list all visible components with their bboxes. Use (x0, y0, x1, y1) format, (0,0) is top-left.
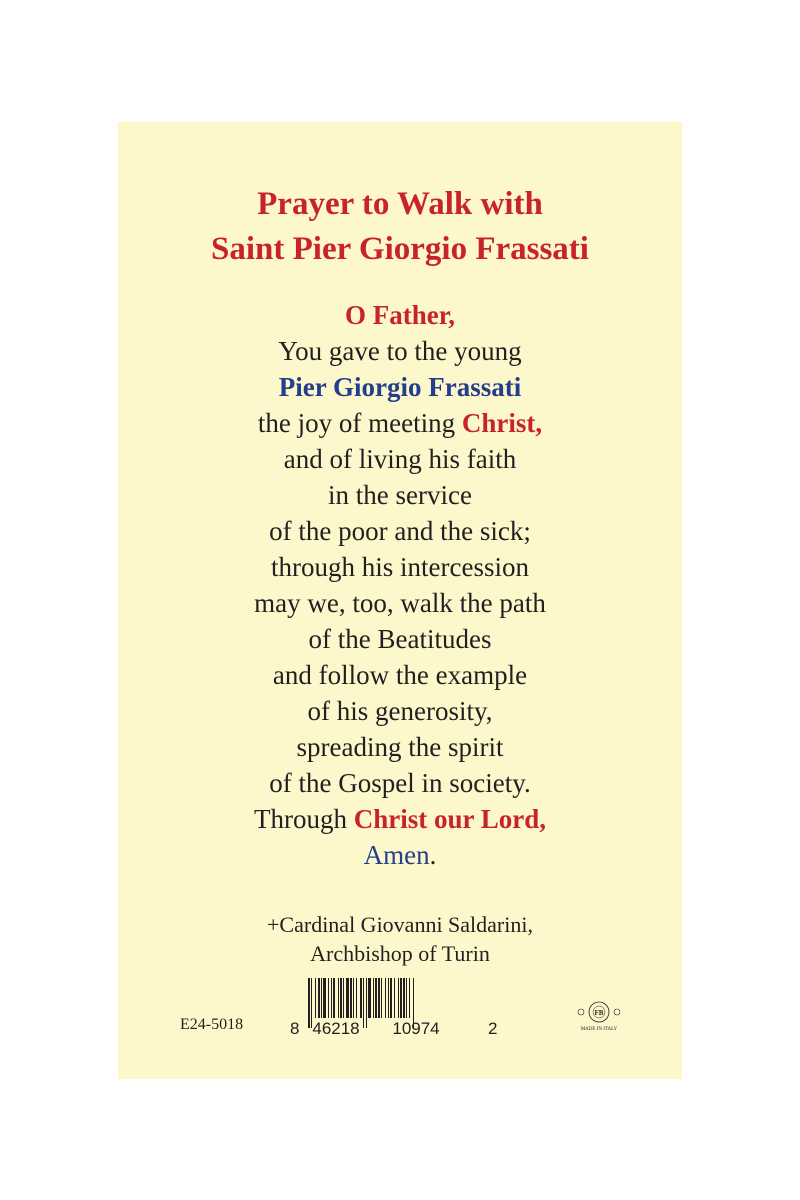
barcode-graphic (288, 978, 508, 1036)
title-line-2: Saint Pier Giorgio Frassati (211, 231, 589, 267)
prayer-line (118, 405, 682, 441)
barcode-bar (315, 978, 316, 1018)
barcode-bar (318, 978, 320, 1018)
barcode-bar (350, 978, 352, 1018)
barcode-bar (378, 978, 380, 1018)
prayer-line-highlight: Christ our Lord, (353, 804, 546, 834)
barcode-bar (363, 978, 364, 1028)
prayer-line: You gave to the young (278, 336, 522, 366)
registered-icon (614, 1009, 620, 1015)
prayer-line (118, 837, 682, 873)
prayer-line (118, 801, 682, 837)
barcode-bar (409, 978, 410, 1018)
prayer-line: spreading the spirit (296, 732, 504, 762)
barcode-digit: 2 (488, 1019, 498, 1036)
barcode-bar (375, 978, 377, 1018)
signature-name: +Cardinal Giovanni Saldarini, (267, 912, 533, 937)
barcode-bar (406, 978, 407, 1018)
barcode-bar (366, 978, 367, 1028)
barcode-bar (373, 978, 374, 1018)
prayer-line: and of living his faith (283, 444, 517, 474)
barcode-bar (368, 978, 371, 1018)
publisher-logo (574, 992, 624, 1042)
made-in-italy: MADE IN ITALY (580, 1027, 618, 1032)
barcode-bar (333, 978, 335, 1018)
barcode-digits: 46218 (312, 1019, 360, 1036)
prayer-line: of the Beatitudes (308, 624, 492, 654)
barcode-bar (353, 978, 354, 1018)
barcode-bar (388, 978, 389, 1018)
barcode-bar (340, 978, 342, 1018)
barcode-bar (323, 978, 326, 1018)
prayer-line: O Father, (345, 300, 455, 330)
barcode-bar (343, 978, 344, 1018)
signature (118, 910, 682, 968)
prayer-line: of his generosity, (307, 696, 493, 726)
barcode-bar (394, 978, 395, 1018)
signature-title: Archbishop of Turin (310, 941, 490, 966)
barcode-bar (308, 978, 310, 1028)
barcode-digit: 8 (290, 1019, 300, 1036)
amen-text: Amen (363, 840, 430, 870)
barcode-bar (400, 978, 402, 1018)
prayer-line: of the poor and the sick; (269, 516, 531, 546)
barcode-bar (390, 978, 392, 1018)
prayer-line: and follow the example (272, 660, 528, 690)
prayer-line: in the service (328, 480, 472, 510)
barcode-bar (360, 978, 362, 1018)
prayer-line-text: Through (253, 804, 354, 834)
publisher-seal-icon (574, 992, 624, 1042)
barcode-bar (356, 978, 357, 1018)
barcode-digits: 10974 (392, 1019, 440, 1036)
barcode-bar (403, 978, 405, 1018)
prayer-line: through his intercession (271, 552, 529, 582)
publisher-initials: FB (594, 1009, 604, 1017)
prayer-card (118, 122, 682, 1079)
barcode-bar (321, 978, 322, 1018)
title-line-1: Prayer to Walk with (257, 186, 543, 222)
prayer-title (118, 182, 682, 272)
barcode-bar (328, 978, 329, 1018)
barcode-bar (385, 978, 386, 1018)
prayer-line: Pier Giorgio Frassati (278, 372, 522, 402)
barcode-bar (331, 978, 332, 1018)
barcode-bar (338, 978, 339, 1018)
amen-period: . (429, 840, 437, 870)
product-code: E24-5018 (180, 1016, 244, 1033)
copyright-icon (578, 1009, 584, 1015)
barcode-bar (398, 978, 399, 1018)
barcode-bar (346, 978, 349, 1018)
prayer-line: may we, too, walk the path (254, 588, 546, 618)
prayer-line: of the Gospel in society. (269, 768, 531, 798)
barcode-bar (381, 978, 382, 1018)
prayer-line-text: the joy of meeting (257, 408, 462, 438)
prayer-text (118, 297, 682, 873)
prayer-line-highlight: Christ, (461, 408, 543, 438)
barcode (288, 978, 508, 1036)
